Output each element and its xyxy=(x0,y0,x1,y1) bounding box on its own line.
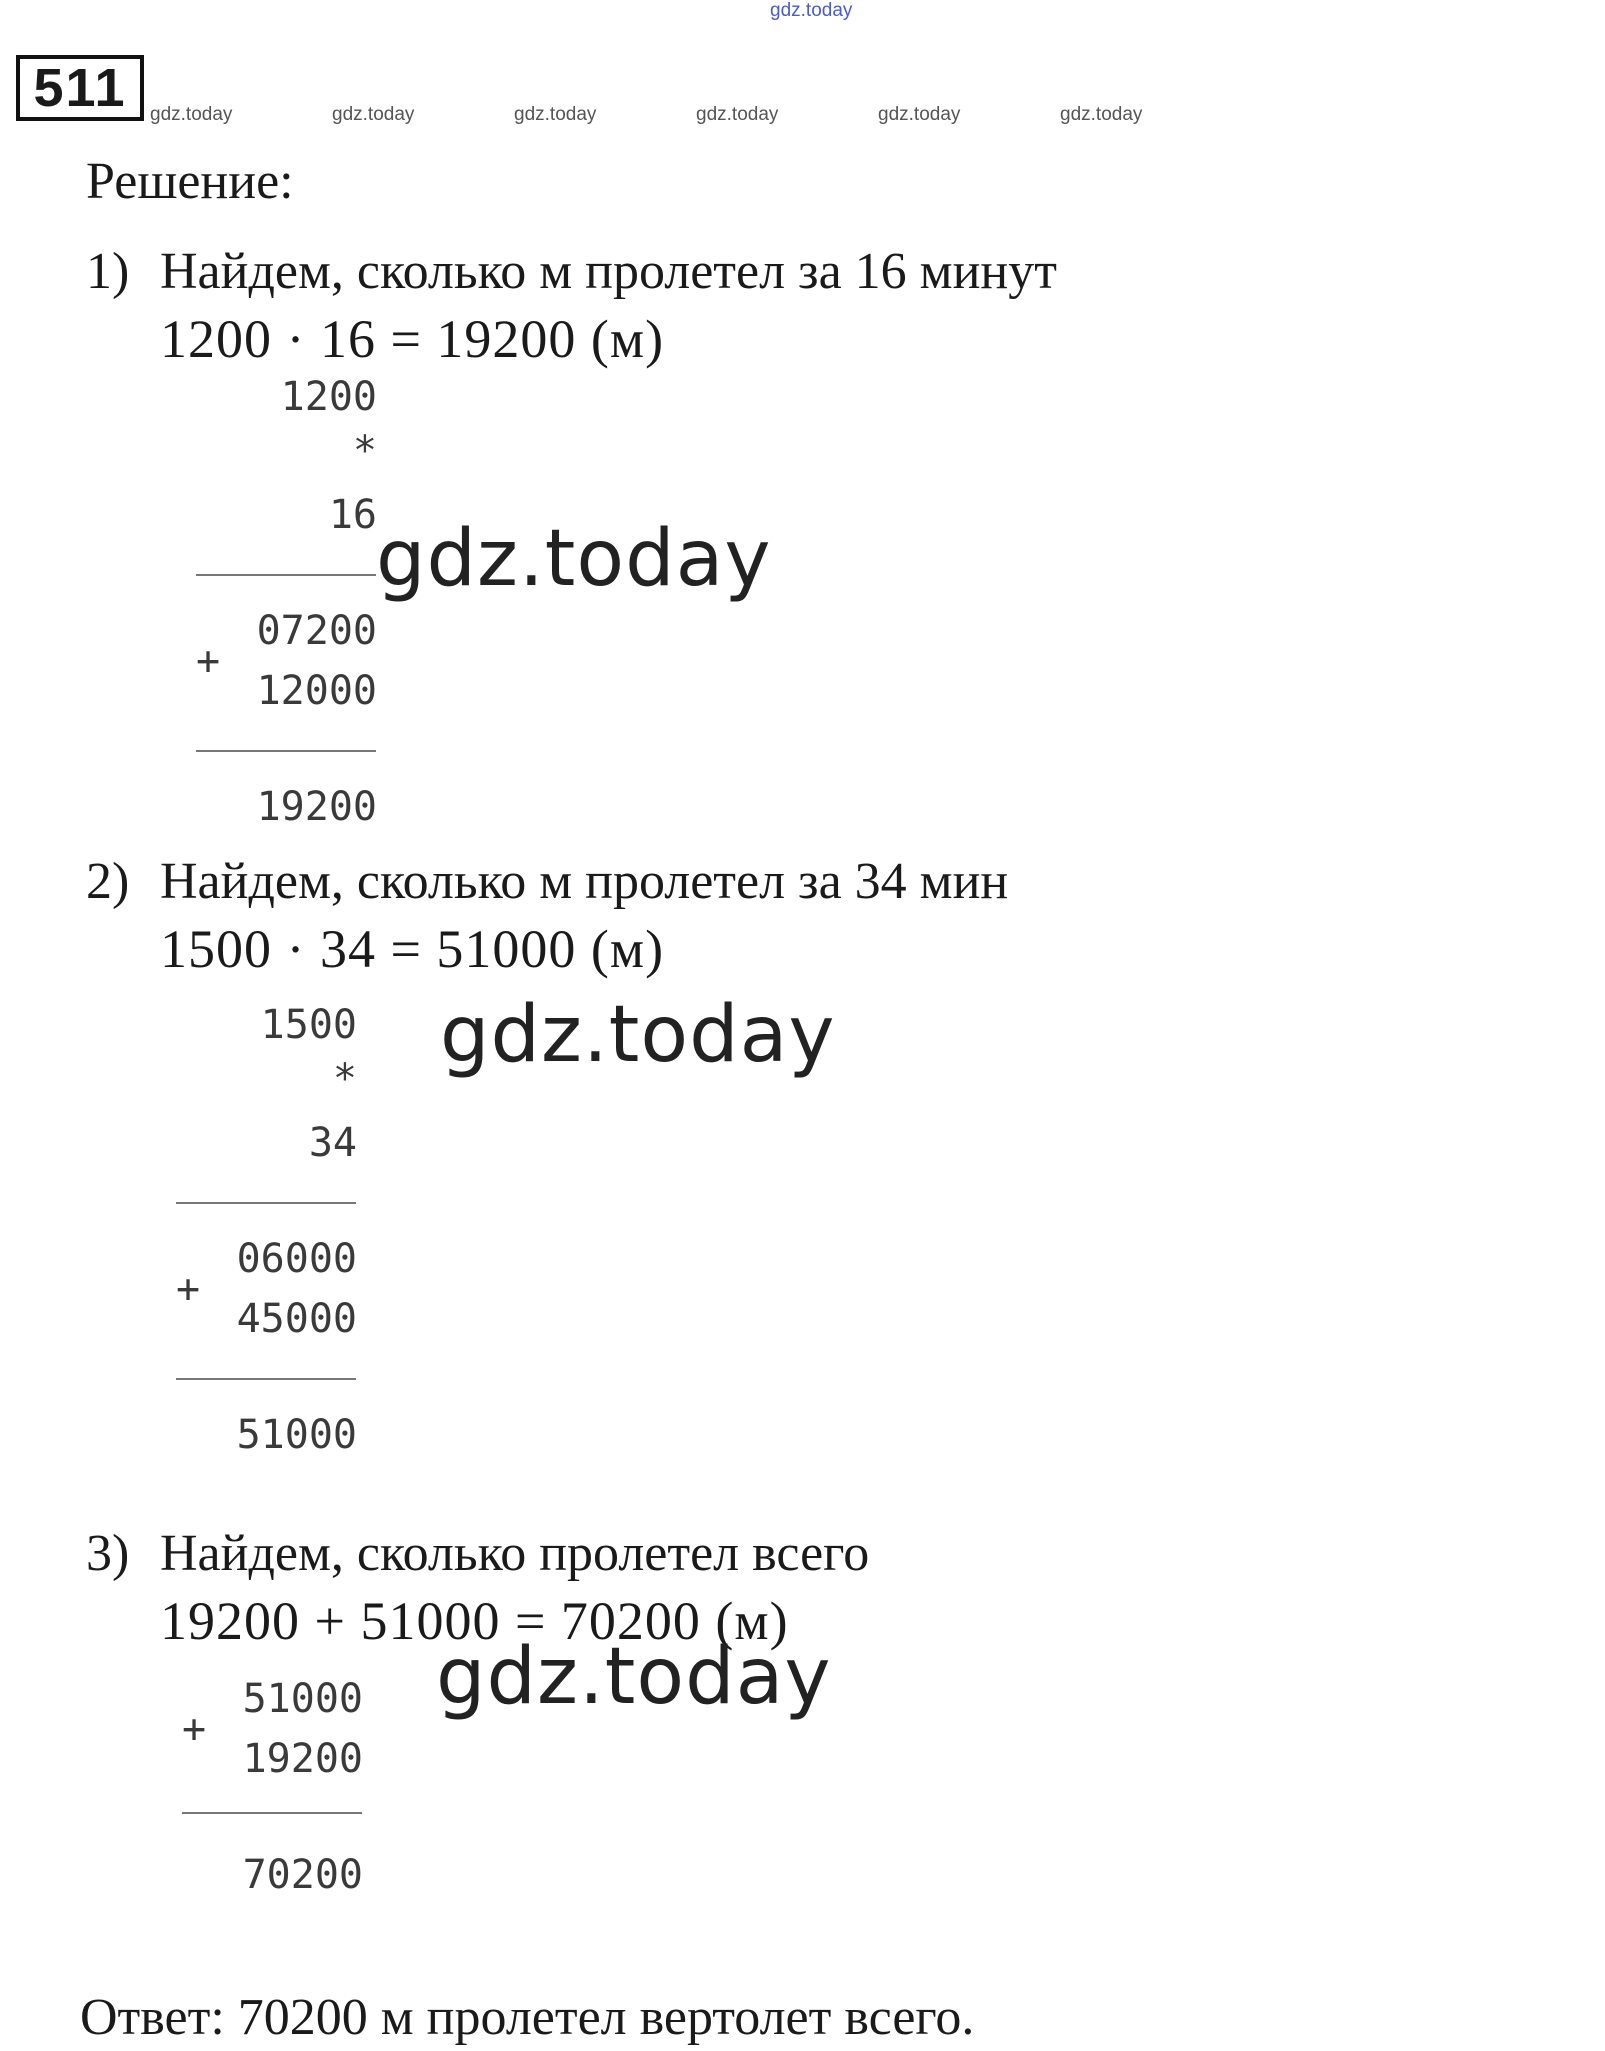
watermark-small: gdz.today xyxy=(1060,104,1143,125)
step-1-partial: 07200 xyxy=(256,608,377,654)
watermark-small: gdz.today xyxy=(332,104,415,125)
watermark-big: gdz.today xyxy=(436,1632,832,1722)
watermark-small: gdz.today xyxy=(150,104,233,125)
step-3-formula: 19200 + 51000 = 70200 (м) xyxy=(160,1591,789,1651)
step-2-result: 51000 xyxy=(236,1412,357,1458)
step-1-rule xyxy=(196,750,376,752)
step-1-multiplicand: 1200 xyxy=(280,374,377,420)
watermark-big: gdz.today xyxy=(376,514,772,604)
step-3-plus: + xyxy=(182,1706,207,1752)
problem-number: 511 xyxy=(16,55,144,121)
step-2-partial: 45000 xyxy=(236,1296,357,1342)
step-2-index: 2) xyxy=(86,853,130,910)
step-1-formula: 1200 · 16 = 19200 (м) xyxy=(160,309,665,369)
solution-label: Решение: xyxy=(86,153,294,210)
step-2-operator: * xyxy=(332,1056,357,1102)
step-2-rule xyxy=(176,1202,356,1204)
step-3-index: 3) xyxy=(86,1525,130,1582)
watermark-big: gdz.today xyxy=(440,990,836,1080)
step-3-rule xyxy=(182,1812,362,1814)
step-2-multiplicand: 1500 xyxy=(260,1002,357,1048)
watermark-small: gdz.today xyxy=(514,104,597,125)
step-1-multiplier: 16 xyxy=(328,492,377,538)
step-3-addend: 19200 xyxy=(242,1736,363,1782)
step-1-text: Найдем, сколько м пролетел за 16 минут xyxy=(160,243,1057,300)
step-2-formula: 1500 · 34 = 51000 (м) xyxy=(160,919,665,979)
step-1-rule xyxy=(196,574,376,576)
step-3-result: 70200 xyxy=(242,1852,363,1898)
step-2-multiplier: 34 xyxy=(308,1120,357,1166)
step-2-rule xyxy=(176,1378,356,1380)
watermark-small: gdz.today xyxy=(696,104,779,125)
step-3-text: Найдем, сколько пролетел всего xyxy=(160,1525,870,1582)
step-1-result: 19200 xyxy=(256,784,377,830)
watermark-top: gdz.today xyxy=(770,0,853,21)
watermark-small: gdz.today xyxy=(878,104,961,125)
answer: Ответ: 70200 м пролетел вертолет всего. xyxy=(80,1989,975,2046)
step-2-partial: 06000 xyxy=(236,1236,357,1282)
step-3-addend: 51000 xyxy=(242,1676,363,1722)
step-1-partial: 12000 xyxy=(256,668,377,714)
step-1-operator: * xyxy=(352,428,377,474)
step-2-text: Найдем, сколько м пролетел за 34 мин xyxy=(160,853,1009,910)
step-1-plus: + xyxy=(196,638,221,684)
step-1-index: 1) xyxy=(86,243,130,300)
step-2-plus: + xyxy=(176,1266,201,1312)
